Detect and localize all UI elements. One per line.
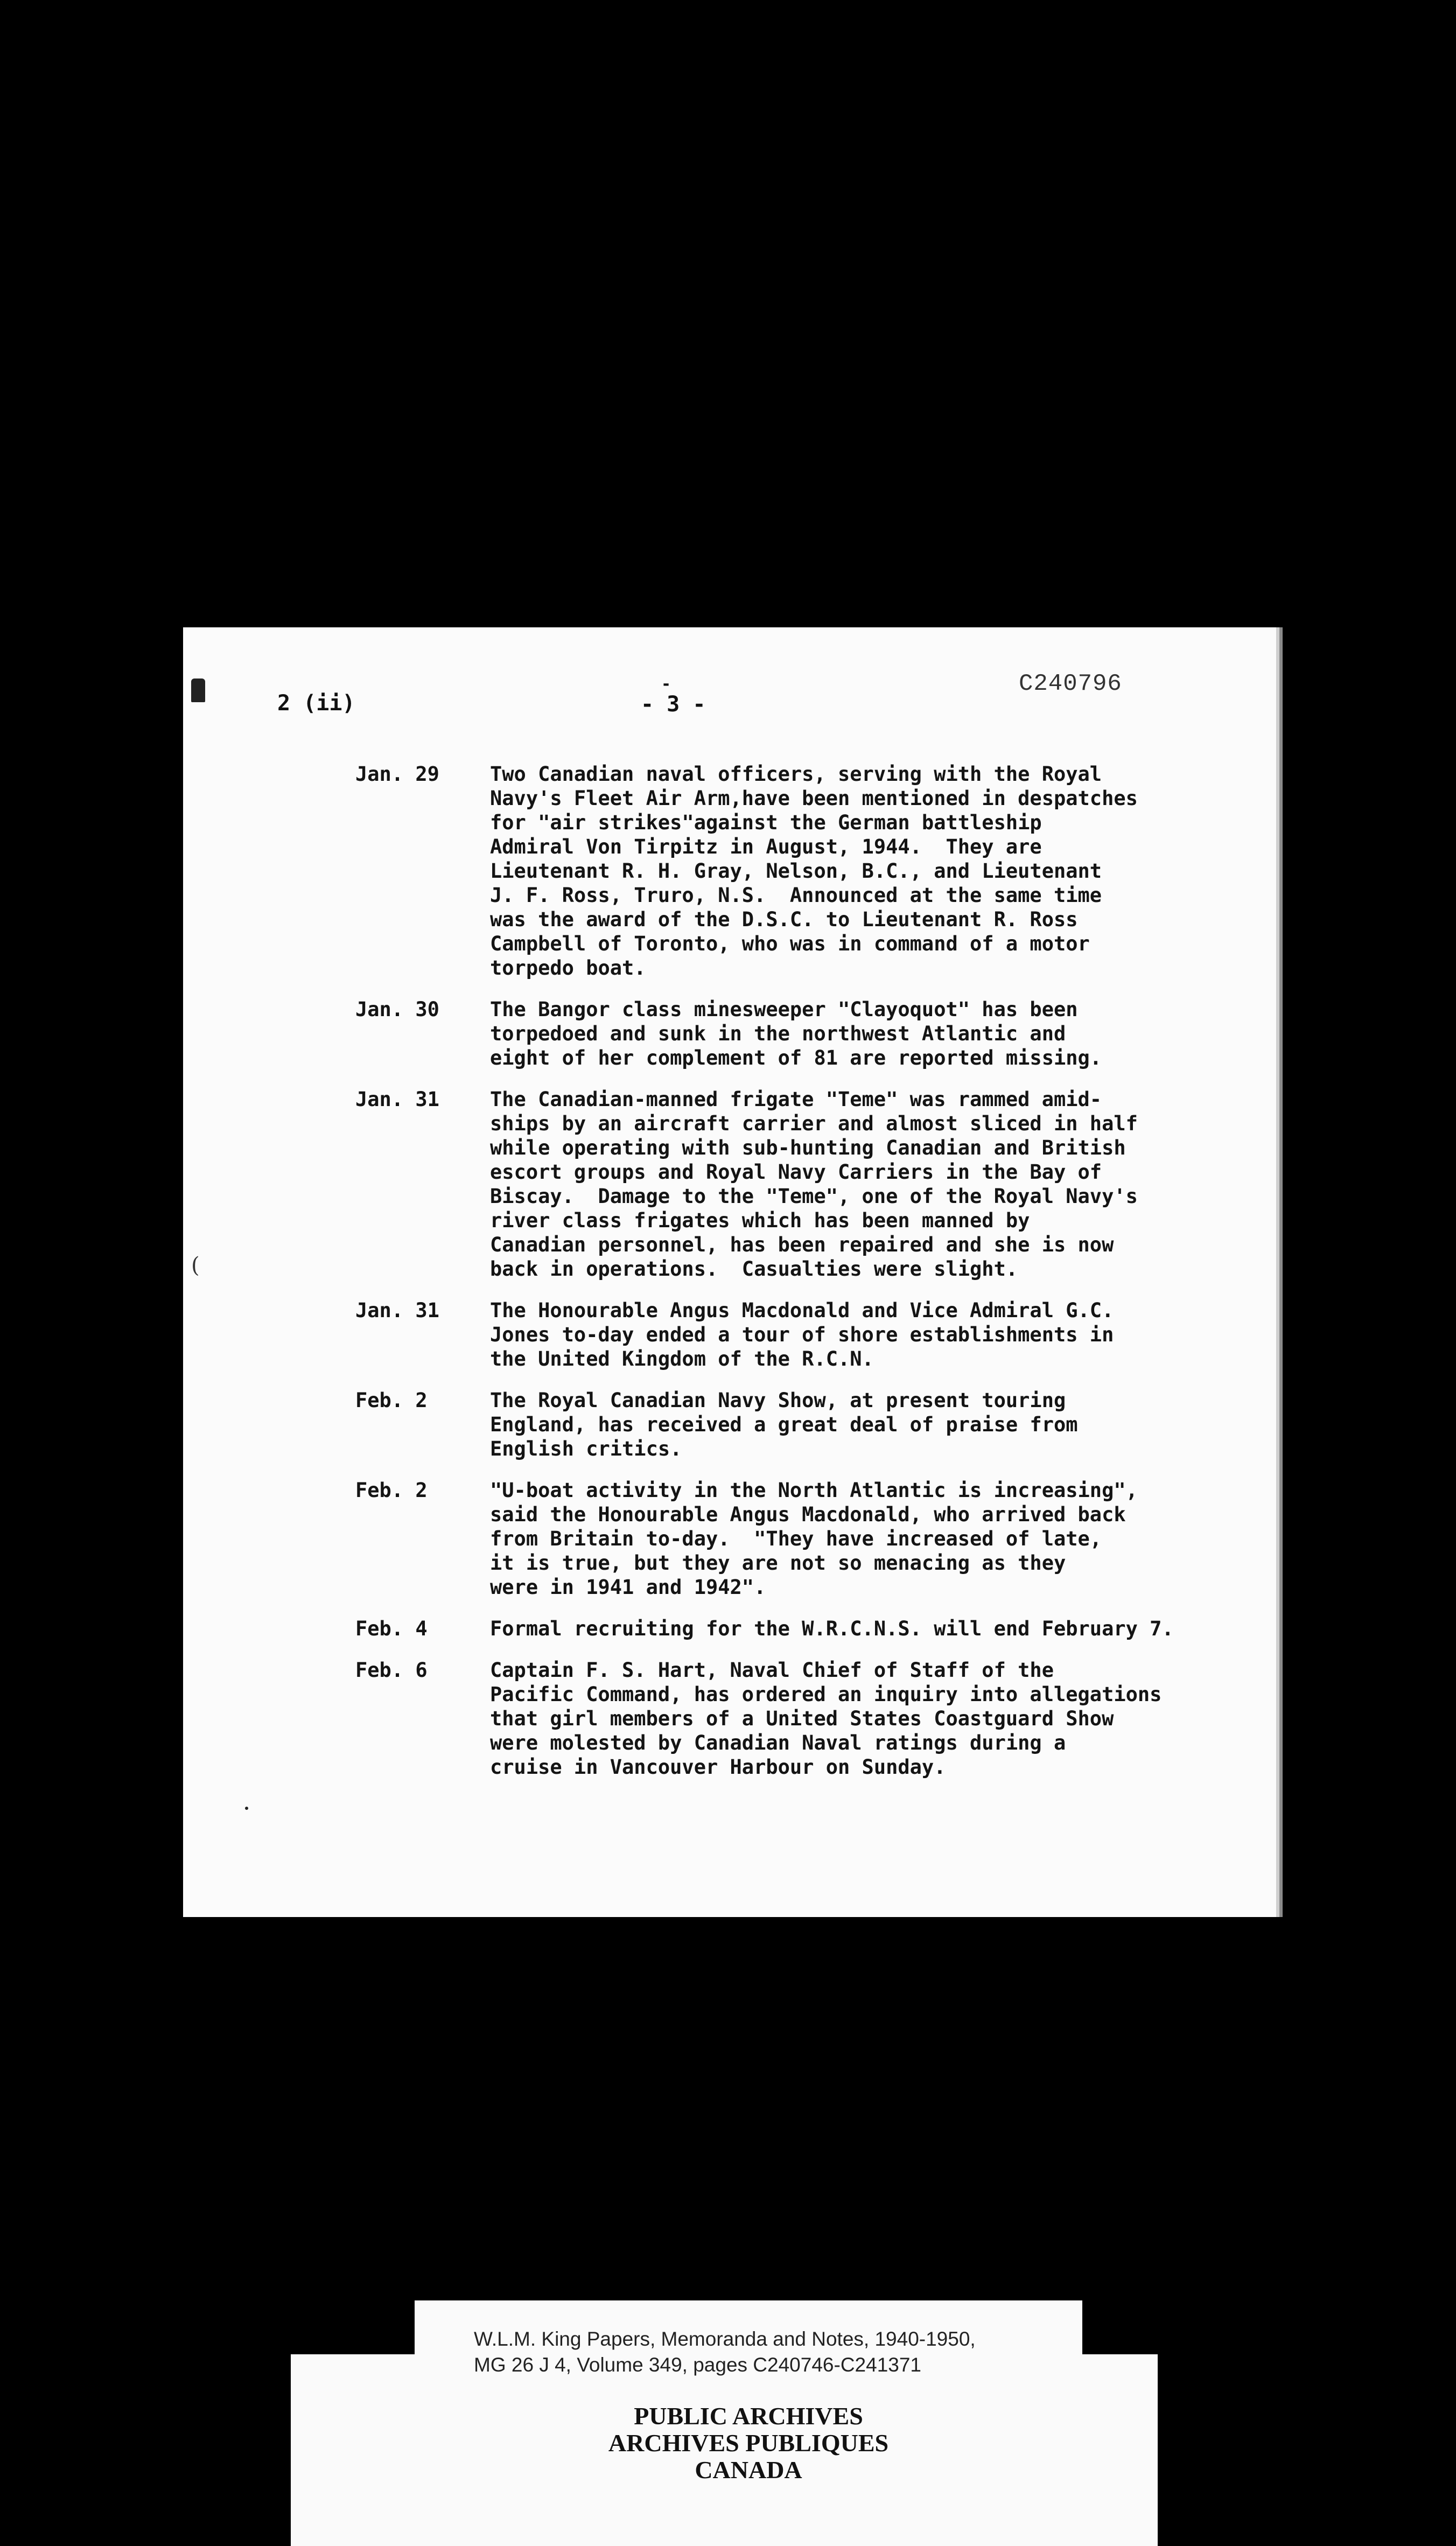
chronology-entry	[355, 1087, 1260, 1281]
entry-line: torpedo boat.	[490, 956, 646, 980]
entry-line: Biscay. Damage to the "Teme", one of the Royal Navy's	[490, 1185, 1138, 1208]
label-card-right	[1077, 2354, 1158, 2546]
page-reference: 2 (ii)	[277, 691, 355, 716]
chronology-entry	[355, 1658, 1260, 1779]
entry-date: Jan. 31	[355, 1299, 439, 1322]
entry-line: Navy's Fleet Air Arm,have been mentioned in despatches	[490, 787, 1138, 810]
chronology-entry	[355, 1388, 1260, 1461]
entry-line: Canadian personnel, has been repaired and she is now	[490, 1233, 1114, 1256]
header-tick: -	[661, 675, 671, 694]
entry-line: from Britain to-day. "They have increased of late,	[490, 1527, 1102, 1550]
margin-tick-mark	[191, 679, 205, 702]
entry-line: English critics.	[490, 1437, 682, 1460]
entry-line: J. F. Ross, Truro, N.S. Announced at the same time	[490, 884, 1102, 907]
entry-line: river class frigates which has been manned by	[490, 1209, 1030, 1232]
archive-stamp-number: C240796	[1019, 670, 1122, 697]
chronology-entry	[355, 997, 1260, 1070]
entry-text	[490, 762, 1260, 980]
entry-line: Two Canadian naval officers, serving with the Royal	[490, 763, 1102, 786]
entry-line: for "air strikes"against the German battleship	[490, 811, 1042, 834]
entry-date: Feb. 4	[355, 1617, 428, 1640]
entry-date: Jan. 30	[355, 998, 439, 1021]
chronology-entry	[355, 762, 1260, 980]
chronology-entry	[355, 1478, 1260, 1599]
entry-line: were molested by Canadian Naval ratings during a	[490, 1731, 1066, 1754]
speck	[245, 1807, 248, 1810]
entry-line: cruise in Vancouver Harbour on Sunday.	[490, 1755, 946, 1779]
entry-text	[490, 1298, 1260, 1371]
entry-line: The Honourable Angus Macdonald and Vice Admiral G.C.	[490, 1299, 1114, 1322]
entry-line: that girl members of a United States Coastguard Show	[490, 1707, 1114, 1730]
entry-line: Pacific Command, has ordered an inquiry into allegations	[490, 1683, 1162, 1706]
entry-line: The Royal Canadian Navy Show, at present touring	[490, 1389, 1066, 1412]
chronology-entry	[355, 1298, 1260, 1371]
entry-text	[490, 1617, 1260, 1641]
entry-line: was the award of the D.S.C. to Lieutenant R. Ross	[490, 908, 1078, 931]
archives-stamp	[538, 2403, 958, 2484]
page-number: - 3 -	[641, 692, 706, 717]
entry-line: Captain F. S. Hart, Naval Chief of Staff of the	[490, 1659, 1054, 1682]
chronology-entries	[355, 762, 1260, 1796]
margin-pencil-mark: (	[191, 1253, 200, 1278]
chronology-entry	[355, 1617, 1260, 1641]
archives-french: ARCHIVES PUBLIQUES	[608, 2429, 889, 2457]
entry-line: while operating with sub-hunting Canadian and British	[490, 1136, 1126, 1159]
entry-line: England, has received a great deal of praise from	[490, 1413, 1078, 1436]
entry-line: The Canadian-manned frigate "Teme" was rammed amid-	[490, 1088, 1102, 1111]
archives-english: PUBLIC ARCHIVES	[634, 2402, 863, 2430]
entry-line: Campbell of Toronto, who was in command of a motor	[490, 932, 1090, 955]
page-edge	[1279, 627, 1283, 1917]
entry-line: said the Honourable Angus Macdonald, who arrived back	[490, 1503, 1126, 1526]
entry-line: Formal recruiting for the W.R.C.N.S. will end February 7.	[490, 1617, 1174, 1640]
entry-line: ships by an aircraft carrier and almost sliced in half	[490, 1112, 1138, 1135]
entry-line: The Bangor class minesweeper "Clayoquot" has been	[490, 998, 1078, 1021]
entry-line: were in 1941 and 1942".	[490, 1576, 766, 1599]
document-page	[183, 627, 1280, 1917]
entry-date: Jan. 29	[355, 763, 439, 786]
entry-line: eight of her complement of 81 are reported missing.	[490, 1046, 1102, 1069]
citation-line: W.L.M. King Papers, Memoranda and Notes, 1940-1950,	[474, 2328, 976, 2350]
archive-citation	[474, 2326, 976, 2378]
entry-line: Jones to-day ended a tour of shore establishments in	[490, 1323, 1114, 1346]
entry-line: escort groups and Royal Navy Carriers in the Bay of	[490, 1160, 1102, 1184]
entry-date: Jan. 31	[355, 1088, 439, 1111]
entry-line: Lieutenant R. H. Gray, Nelson, B.C., and Lieutenant	[490, 859, 1102, 883]
citation-line: MG 26 J 4, Volume 349, pages C240746-C241371	[474, 2354, 922, 2376]
entry-line: it is true, but they are not so menacing as they	[490, 1551, 1066, 1575]
entry-line: Admiral Von Tirpitz in August, 1944. They are	[490, 835, 1042, 858]
label-card-left	[291, 2354, 420, 2546]
entry-line: back in operations. Casualties were slight.	[490, 1257, 1018, 1281]
entry-text	[490, 997, 1260, 1070]
entry-text	[490, 1388, 1260, 1461]
entry-text	[490, 1087, 1260, 1281]
entry-date: Feb. 2	[355, 1389, 428, 1412]
entry-date: Feb. 2	[355, 1479, 428, 1502]
entry-text	[490, 1478, 1260, 1599]
entry-line: the United Kingdom of the R.C.N.	[490, 1347, 874, 1370]
entry-line: torpedoed and sunk in the northwest Atlantic and	[490, 1022, 1066, 1045]
entry-date: Feb. 6	[355, 1659, 428, 1682]
entry-line: "U-boat activity in the North Atlantic is increasing",	[490, 1479, 1138, 1502]
entry-text	[490, 1658, 1260, 1779]
archives-country: CANADA	[695, 2456, 802, 2484]
